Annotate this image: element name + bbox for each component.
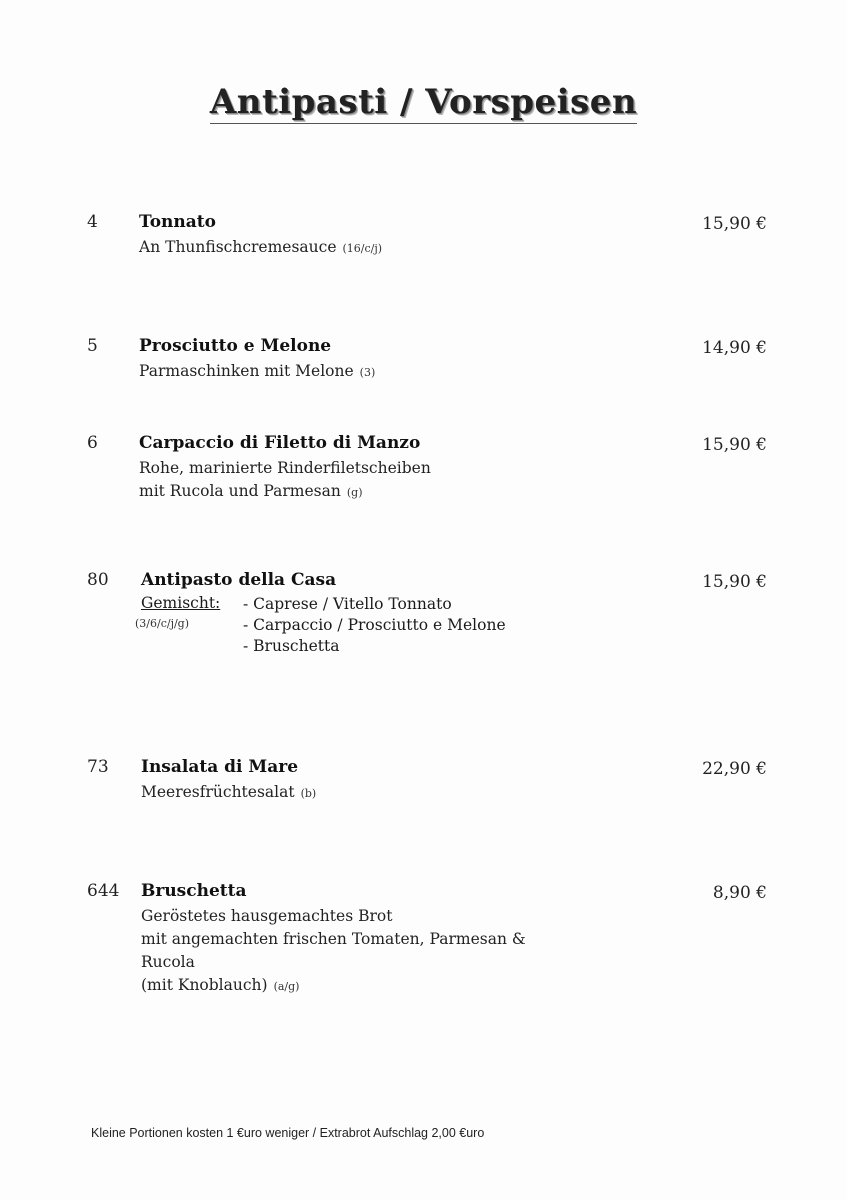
item-number: 644 <box>87 881 120 901</box>
page-title: Antipasti / Vorspeisen <box>209 82 638 122</box>
item-number: 4 <box>87 212 98 232</box>
allergen-codes: (16/c/j) <box>342 242 383 255</box>
item-name: Insalata di Mare <box>141 757 299 777</box>
item-name: Tonnato <box>139 212 216 232</box>
item-name: Prosciutto e Melone <box>139 336 332 356</box>
item-description: Parmaschinken mit Melone (3) <box>139 362 376 380</box>
item-price: 14,90 € <box>702 338 767 358</box>
item-name: Antipasto della Casa <box>141 570 337 590</box>
allergen-codes: (3) <box>359 366 376 379</box>
footer-note: Kleine Portionen kosten 1 €uro weniger / Extrabrot Aufschlag 2,00 €uro <box>91 1126 485 1140</box>
item-price: 15,90 € <box>702 572 767 592</box>
allergen-codes: (g) <box>346 486 363 499</box>
item-description: Geröstetes hausgemachtes Brot mit angemachten frischen Tomaten, Parmesan & Rucola (mit Knoblauch) (a/g) <box>141 907 526 994</box>
item-number: 6 <box>87 433 98 453</box>
allergen-codes: (b) <box>300 787 317 800</box>
item-name: Bruschetta <box>141 881 247 901</box>
mix-list <box>243 594 506 657</box>
item-number: 73 <box>87 757 109 777</box>
item-price: 15,90 € <box>702 214 767 234</box>
item-name: Carpaccio di Filetto di Manzo <box>139 433 421 453</box>
allergen-codes: (a/g) <box>273 980 300 993</box>
mix-list-item: - Carpaccio / Prosciutto e Melone <box>243 616 506 634</box>
item-price: 8,90 € <box>712 883 767 903</box>
item-description: An Thunfischcremesauce (16/c/j) <box>139 238 383 256</box>
allergen-codes: (3/6/c/j/g) <box>135 617 190 630</box>
item-number: 5 <box>87 336 98 356</box>
item-description: Rohe, marinierte Rinderfiletscheiben mit Rucola und Parmesan (g) <box>139 459 431 500</box>
item-price: 22,90 € <box>702 759 767 779</box>
mix-list-item: - Caprese / Vitello Tonnato <box>243 595 452 613</box>
mix-label: Gemischt: <box>141 594 221 612</box>
item-number: 80 <box>87 570 109 590</box>
item-price: 15,90 € <box>702 435 767 455</box>
item-description: Meeresfrüchtesalat (b) <box>141 783 317 801</box>
mix-list-item: - Bruschetta <box>243 637 340 655</box>
